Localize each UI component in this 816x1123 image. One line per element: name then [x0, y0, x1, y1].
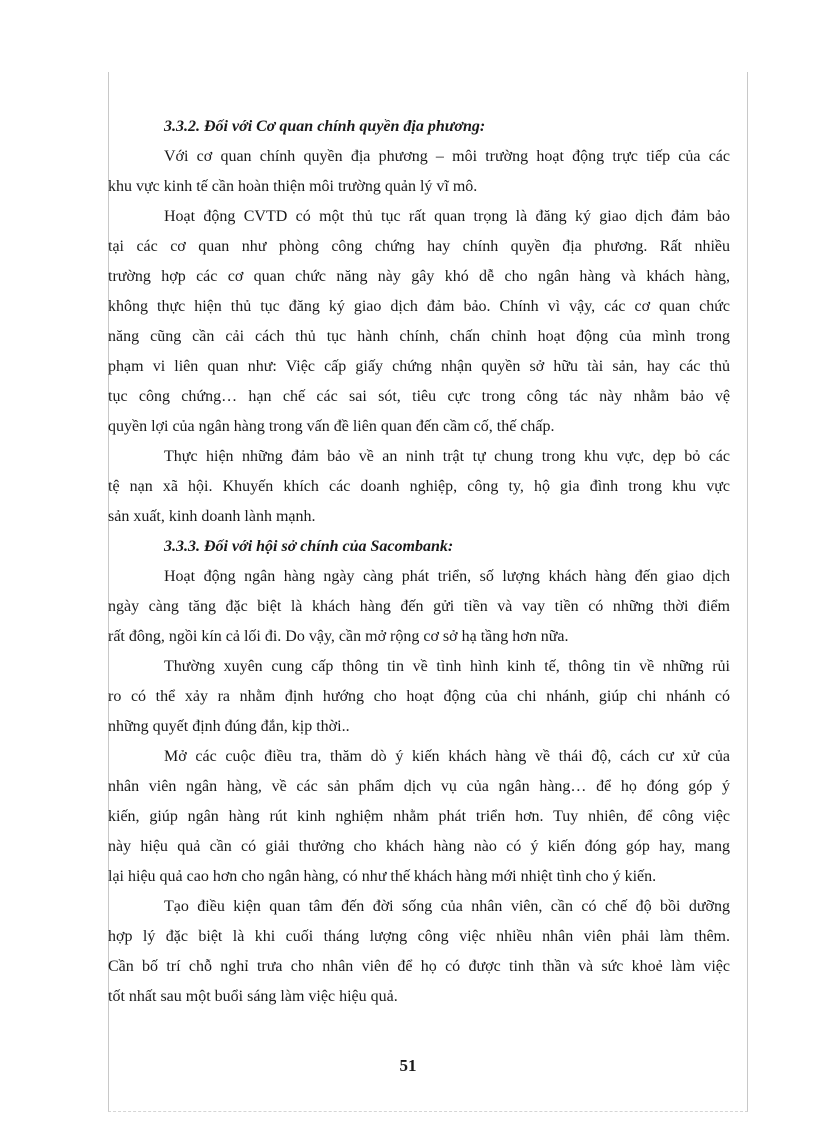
section-heading-3-3-3: 3.3.3. Đối với hội sở chính của Sacombank:	[164, 538, 454, 555]
text-line: Mở các cuộc điều tra, thăm dò ý kiến khách hàng về thái độ, cách cư xử của	[164, 748, 730, 765]
text-line: tục công chứng… hạn chế các sai sót, tiêu cực trong công tác này nhằm bảo vệ	[108, 388, 730, 405]
section-heading-3-3-2: 3.3.2. Đối với Cơ quan chính quyền địa phương:	[164, 118, 486, 135]
text-line: Cần bố trí chỗ nghỉ trưa cho nhân viên để họ có được tinh thần và sức khoẻ làm việc	[108, 958, 730, 975]
text-line: lại hiệu quả cao hơn cho ngân hàng, có như thế khách hàng mới nhiệt tình cho ý kiến.	[108, 868, 657, 885]
text-line: Thực hiện những đảm bảo về an ninh trật tự chung trong khu vực, dẹp bỏ các	[164, 448, 730, 465]
text-line: những quyết định đúng đắn, kịp thời..	[108, 718, 350, 735]
text-line: Tạo điều kiện quan tâm đến đời sống của nhân viên, cần có chế độ bồi dưỡng	[164, 898, 730, 915]
text-line: tốt nhất sau một buổi sáng làm việc hiệu quả.	[108, 988, 398, 1005]
text-line: Hoạt động CVTD có một thủ tục rất quan trọng là đăng ký giao dịch đảm bảo	[164, 208, 730, 225]
text-line: phạm vi liên quan như: Việc cấp giấy chứng nhận quyền sở hữu tài sản, hay các thủ	[108, 358, 730, 375]
text-line: Hoạt động ngân hàng ngày càng phát triển, số lượng khách hàng đến giao dịch	[164, 568, 730, 585]
text-line: sản xuất, kinh doanh lành mạnh.	[108, 508, 316, 525]
text-line: này hiệu quả cần có giải thưởng cho khách hàng nào có ý kiến đóng góp hay, mang	[108, 838, 730, 855]
text-line: trường hợp các cơ quan chức năng này gây khó dễ cho ngân hàng và khách hàng,	[108, 268, 730, 285]
text-line: Thường xuyên cung cấp thông tin về tình hình kinh tế, thông tin về những rủi	[164, 658, 730, 675]
text-line: ro có thể xảy ra nhằm định hướng cho hoạt động của chi nhánh, giúp chi nhánh có	[108, 688, 730, 705]
paragraph-customer-survey	[108, 742, 730, 892]
page-number: 51	[399, 1056, 417, 1075]
text-line: ngày càng tăng đặc biệt là khách hàng đến gửi tiền và vay tiền có những thời điểm	[108, 598, 730, 615]
text-line: rất đông, ngồi kín cả lối đi. Do vậy, cần mở rộng cơ sở hạ tầng hơn nữa.	[108, 628, 569, 645]
paragraph-infrastructure	[108, 562, 730, 652]
text-line: quyền lợi của ngân hàng trong vấn đề liên quan đến cầm cố, thế chấp.	[108, 418, 555, 435]
text-line: nhân viên ngân hàng, về các sản phẩm dịch vụ của ngân hàng… để họ đóng góp ý	[108, 778, 730, 795]
paragraph-staff-welfare	[108, 892, 730, 1012]
text-line: khu vực kinh tế cần hoàn thiện môi trường quản lý vĩ mô.	[108, 178, 478, 195]
text-line: Với cơ quan chính quyền địa phương – môi trường hoạt động trực tiếp của các	[164, 148, 730, 165]
paragraph-cvtd-registration	[108, 202, 730, 442]
text-line: tệ nạn xã hội. Khuyến khích các doanh nghiệp, công ty, hộ gia đình trong khu vực	[108, 478, 730, 495]
text-line: không thực hiện thủ tục đăng ký giao dịch đảm bảo. Chính vì vậy, các cơ quan chức	[108, 298, 730, 315]
text-line: kiến, giúp ngân hàng rút kinh nghiệm nhằm phát triển hơn. Tuy nhiên, để công việc	[108, 808, 730, 825]
paragraph-local-government-intro	[108, 142, 730, 202]
page-content	[108, 112, 730, 1012]
text-line: tại các cơ quan như phòng công chứng hay chính quyền địa phương. Rất nhiều	[108, 238, 730, 255]
paragraph-economic-info	[108, 652, 730, 742]
text-line: năng cũng cần cải cách thủ tục hành chính, chấn chỉnh hoạt động của mình trong	[108, 328, 730, 345]
text-line: hợp lý đặc biệt là khi cuối tháng lượng công việc nhiều nhân viên phải làm thêm.	[108, 928, 730, 945]
paragraph-security-order	[108, 442, 730, 532]
